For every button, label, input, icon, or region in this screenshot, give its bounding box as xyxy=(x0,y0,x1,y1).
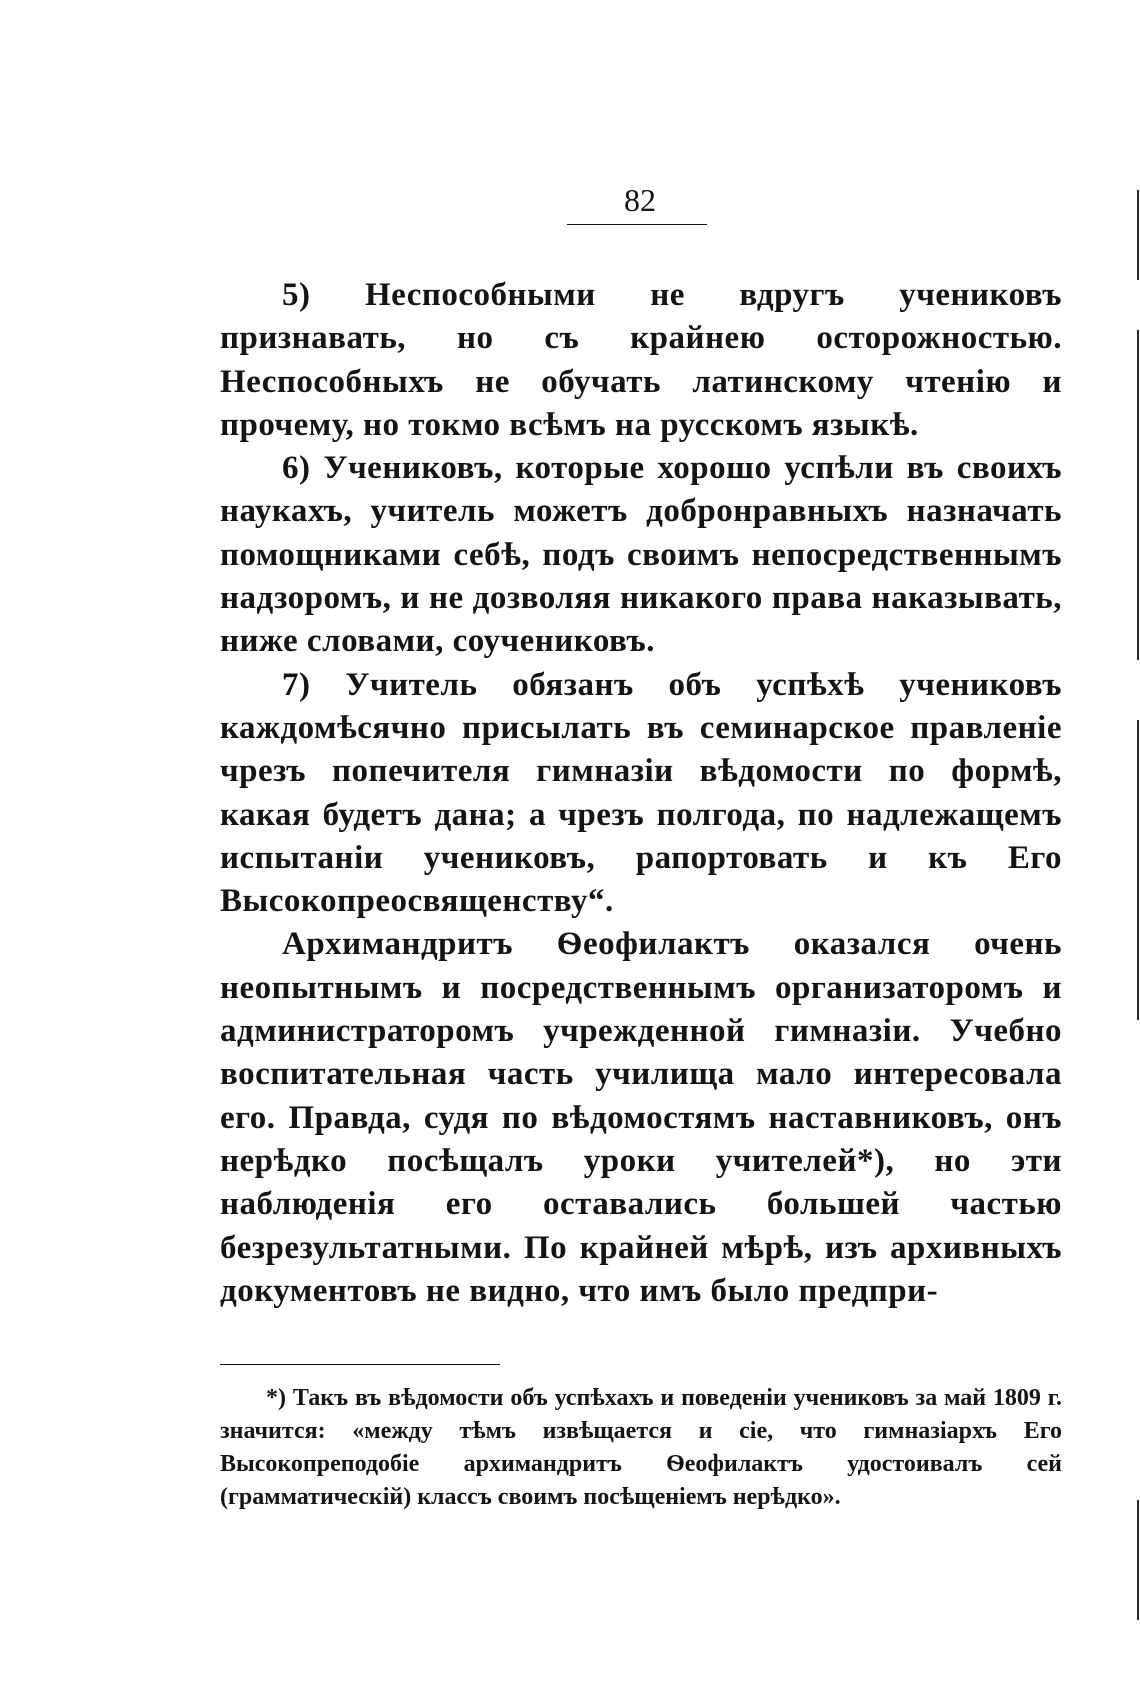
paragraph-archimandrite: Архимандритъ Ѳеофилактъ оказался очень неопытнымъ и посредственнымъ организаторомъ и администраторомъ учрежденной гимназіи. Учебно воспитательная часть училища мало интересовала его. Правда, судя по вѣдомостямъ наставниковъ, онъ нерѣдко посѣщалъ уроки учителей*), но эти наблюденія его оставались большей частью безрезультатными. По крайней мѣрѣ, изъ архивныхъ документовъ не видно, что имъ было предпри- xyxy=(220,926,1062,1309)
body-text xyxy=(220,274,1062,1313)
scan-edge-mark xyxy=(1137,190,1139,280)
scan-edge-mark xyxy=(1137,330,1139,660)
page-number-rule xyxy=(567,224,707,225)
page-number: 82 xyxy=(624,182,656,218)
paragraph-5: 5) Неспособными не вдругъ учениковъ признавать, но съ крайнею осторожностью. Неспособныхъ не обучать латинскому чтенію и прочему, но токмо всѣмъ на русскомъ языкѣ. xyxy=(220,277,1062,443)
footnote-rule xyxy=(220,1364,500,1365)
footnote: *) Такъ въ вѣдомости объ успѣхахъ и поведеніи учениковъ за май 1809 г. значится: «между тѣмъ извѣщается и сіе, что гимназіархъ Его Высокопреподобіе архимандритъ Ѳеофилактъ удостоивалъ сей (грамматическій) классъ своимъ посѣщеніемъ нерѣдко». xyxy=(220,1385,1062,1510)
scan-edge-mark xyxy=(1137,720,1139,1020)
paragraph-7: 7) Учитель обязанъ объ успѣхѣ учениковъ каждомѣсячно присылать въ семинарское правленіе чрезъ попечителя гимназіи вѣдомости по формѣ, какая будетъ дана; а чрезъ полгода, по надлежащемъ испытаніи учениковъ, рапортовать и къ Его Высокопреосвященству“. xyxy=(220,666,1062,920)
paragraph-6: 6) Учениковъ, которые хорошо успѣли въ своихъ наукахъ, учитель можетъ добронравныхъ назначать помощниками себѣ, подъ своимъ непосредственнымъ надзоромъ, и не дозволяя никакого права наказывать, ниже словами, соучениковъ. xyxy=(220,450,1062,660)
scan-edge-mark xyxy=(1137,1500,1139,1620)
